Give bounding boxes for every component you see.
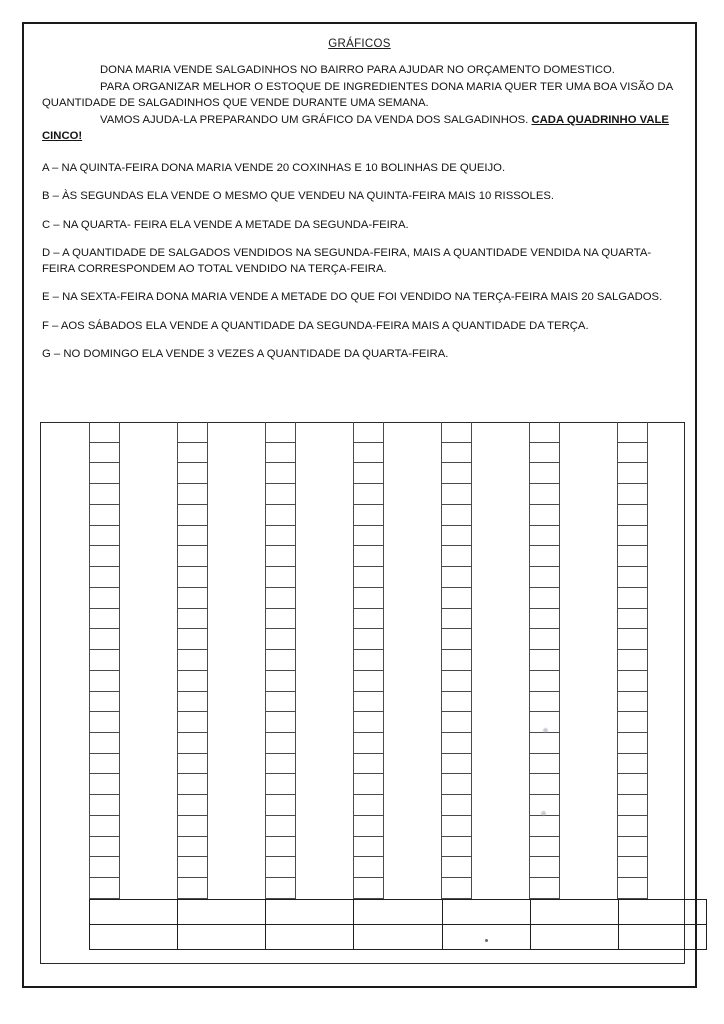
- bar-cell[interactable]: [354, 526, 383, 547]
- item-g: G – NO DOMINGO ELA VENDE 3 VEZES A QUANTIDADE DA QUARTA-FEIRA.: [42, 348, 449, 360]
- bar-cell[interactable]: [266, 671, 295, 692]
- bar-cell[interactable]: [530, 733, 559, 754]
- bar-cell[interactable]: [178, 754, 207, 775]
- bar-cell[interactable]: [90, 837, 119, 858]
- label-cell-r1-c7[interactable]: [618, 900, 706, 925]
- bar-cell[interactable]: [90, 754, 119, 775]
- bar-cell[interactable]: [442, 837, 471, 858]
- bar-cell[interactable]: [266, 857, 295, 878]
- label-cell-r1-c5[interactable]: [442, 900, 530, 925]
- bar-cell[interactable]: [178, 463, 207, 484]
- table-row: [90, 925, 707, 950]
- bar-cell[interactable]: [90, 422, 119, 443]
- bar-cell[interactable]: [442, 484, 471, 505]
- bar-cell[interactable]: [178, 588, 207, 609]
- bar-cell[interactable]: [618, 795, 647, 816]
- bar-cell[interactable]: [442, 671, 471, 692]
- bar-cell[interactable]: [266, 567, 295, 588]
- label-cell-r2-c5[interactable]: [442, 925, 530, 950]
- bar-cell[interactable]: [354, 692, 383, 713]
- bar-cell[interactable]: [178, 692, 207, 713]
- bar-cell[interactable]: [354, 505, 383, 526]
- bar-cell[interactable]: [178, 712, 207, 733]
- label-cell-r2-c7[interactable]: [618, 925, 706, 950]
- bar-column-6[interactable]: [529, 422, 560, 899]
- bar-cell[interactable]: [266, 484, 295, 505]
- bar-cell[interactable]: [442, 609, 471, 630]
- bar-cell[interactable]: [618, 712, 647, 733]
- bar-cell[interactable]: [530, 650, 559, 671]
- bar-cell[interactable]: [618, 733, 647, 754]
- label-cell-r1-c6[interactable]: [530, 900, 618, 925]
- label-cell-r1-c3[interactable]: [266, 900, 354, 925]
- item-b: B – ÀS SEGUNDAS ELA VENDE O MESMO QUE VENDEU NA QUINTA-FEIRA MAIS 10 RISSOLES.: [42, 190, 555, 202]
- bar-cell[interactable]: [354, 837, 383, 858]
- bar-cell[interactable]: [178, 878, 207, 899]
- bar-cell[interactable]: [530, 816, 559, 837]
- bar-cell[interactable]: [90, 567, 119, 588]
- bar-cell[interactable]: [354, 816, 383, 837]
- day-label-table: [89, 899, 707, 950]
- bar-cell[interactable]: [442, 629, 471, 650]
- bar-cell[interactable]: [618, 650, 647, 671]
- bar-cell[interactable]: [178, 609, 207, 630]
- bar-cell[interactable]: [530, 443, 559, 464]
- bar-cell[interactable]: [618, 422, 647, 443]
- bar-cell[interactable]: [442, 857, 471, 878]
- bar-cell[interactable]: [442, 526, 471, 547]
- bar-cell[interactable]: [266, 774, 295, 795]
- bar-cell[interactable]: [90, 857, 119, 878]
- bar-cell[interactable]: [90, 671, 119, 692]
- bar-cell[interactable]: [90, 546, 119, 567]
- bar-cell[interactable]: [266, 712, 295, 733]
- graph-area: [40, 422, 685, 964]
- bar-cell[interactable]: [618, 692, 647, 713]
- bar-cell[interactable]: [178, 546, 207, 567]
- bar-cell[interactable]: [266, 609, 295, 630]
- bar-cell[interactable]: [442, 463, 471, 484]
- bar-cell[interactable]: [618, 857, 647, 878]
- bar-cell[interactable]: [530, 774, 559, 795]
- bar-cell[interactable]: [442, 774, 471, 795]
- intro-line-2: PARA ORGANIZAR MELHOR O ESTOQUE DE INGREDIENTES DONA MARIA QUER TER UMA BOA VISÃO DA QUANTIDADE DE SALGADINHOS QUE VENDE DURANTE UMA SEMANA.: [42, 80, 673, 109]
- bar-cell[interactable]: [90, 712, 119, 733]
- bar-cell[interactable]: [530, 692, 559, 713]
- bar-cell[interactable]: [90, 463, 119, 484]
- bar-cell[interactable]: [266, 837, 295, 858]
- bar-cell[interactable]: [530, 754, 559, 775]
- question-list: [42, 161, 681, 363]
- label-cell-r2-c6[interactable]: [530, 925, 618, 950]
- bar-cell[interactable]: [530, 567, 559, 588]
- bar-cell[interactable]: [530, 671, 559, 692]
- bar-cell[interactable]: [618, 754, 647, 775]
- bar-cell[interactable]: [354, 588, 383, 609]
- bar-cell[interactable]: [442, 712, 471, 733]
- bar-cell[interactable]: [266, 422, 295, 443]
- bar-column-1[interactable]: [89, 422, 120, 899]
- bar-cell[interactable]: [178, 733, 207, 754]
- bar-cell[interactable]: [354, 609, 383, 630]
- bar-cell[interactable]: [530, 588, 559, 609]
- bar-cell[interactable]: [354, 484, 383, 505]
- bar-cell[interactable]: [618, 774, 647, 795]
- bar-cell[interactable]: [442, 878, 471, 899]
- label-cell-r2-c4[interactable]: [354, 925, 442, 950]
- bar-cell[interactable]: [354, 567, 383, 588]
- bar-cell[interactable]: [178, 816, 207, 837]
- bar-column-4[interactable]: [353, 422, 384, 899]
- bar-cell[interactable]: [178, 484, 207, 505]
- bar-cell[interactable]: [90, 692, 119, 713]
- bar-cell[interactable]: [90, 816, 119, 837]
- bar-cell[interactable]: [266, 754, 295, 775]
- intro-paragraphs: [42, 62, 679, 145]
- bar-cell[interactable]: [266, 505, 295, 526]
- bar-cell[interactable]: [354, 733, 383, 754]
- bar-cell[interactable]: [618, 878, 647, 899]
- bar-cell[interactable]: [618, 609, 647, 630]
- bar-cell[interactable]: [354, 463, 383, 484]
- bar-cell[interactable]: [90, 774, 119, 795]
- bar-cell[interactable]: [178, 795, 207, 816]
- bar-cell[interactable]: [266, 526, 295, 547]
- page-title: GRÁFICOS: [328, 38, 391, 50]
- bar-cell[interactable]: [530, 609, 559, 630]
- bar-cell[interactable]: [442, 443, 471, 464]
- bar-cell[interactable]: [442, 692, 471, 713]
- bar-cell[interactable]: [266, 588, 295, 609]
- intro-emphasis: CADA QUADRINHO VALE CINCO!: [42, 113, 669, 142]
- bar-cell[interactable]: [90, 878, 119, 899]
- bar-cell[interactable]: [530, 837, 559, 858]
- bar-cell[interactable]: [354, 650, 383, 671]
- item-e: E – NA SEXTA-FEIRA DONA MARIA VENDE A METADE DO QUE FOI VENDIDO NA TERÇA-FEIRA MAIS 20 SALGADOS.: [42, 291, 663, 303]
- bar-cell[interactable]: [442, 588, 471, 609]
- table-row: [90, 900, 707, 925]
- label-cell-r2-c3[interactable]: [266, 925, 354, 950]
- intro-line-3-text: VAMOS AJUDA-LA PREPARANDO UM GRÁFICO DA VENDA DOS SALGADINHOS.: [100, 113, 532, 126]
- bar-cell[interactable]: [90, 443, 119, 464]
- bar-cell[interactable]: [442, 650, 471, 671]
- bar-cell[interactable]: [530, 422, 559, 443]
- item-a: A – NA QUINTA-FEIRA DONA MARIA VENDE 20 COXINHAS E 10 BOLINHAS DE QUEIJO.: [42, 161, 506, 174]
- bar-cell[interactable]: [178, 671, 207, 692]
- bar-cell[interactable]: [618, 837, 647, 858]
- bar-cell[interactable]: [618, 588, 647, 609]
- bar-cell[interactable]: [618, 629, 647, 650]
- bar-cell[interactable]: [90, 484, 119, 505]
- bar-cell[interactable]: [442, 422, 471, 443]
- bar-column-3[interactable]: [265, 422, 296, 899]
- bar-cell[interactable]: [178, 505, 207, 526]
- bar-cell[interactable]: [178, 567, 207, 588]
- bar-column-7[interactable]: [617, 422, 648, 899]
- bar-cell[interactable]: [442, 567, 471, 588]
- bar-cell[interactable]: [354, 671, 383, 692]
- bar-cell[interactable]: [530, 526, 559, 547]
- bar-cell[interactable]: [266, 733, 295, 754]
- bar-cell[interactable]: [618, 816, 647, 837]
- scan-smudge-2: [541, 811, 546, 816]
- bar-cell[interactable]: [266, 816, 295, 837]
- bar-cell[interactable]: [354, 795, 383, 816]
- bar-cell[interactable]: [530, 629, 559, 650]
- item-f: F – AOS SÁBADOS ELA VENDE A QUANTIDADE DA SEGUNDA-FEIRA MAIS A QUANTIDADE DA TERÇA.: [42, 319, 589, 332]
- item-d: D – A QUANTIDADE DE SALGADOS VENDIDOS NA SEGUNDA-FEIRA, MAIS A QUANTIDADE VENDIDA NA QUARTA-FEIRA CORRESPONDEM AO TOTAL VENDIDO NA TERÇA-FEIRA.: [42, 247, 652, 275]
- bar-cell[interactable]: [266, 629, 295, 650]
- scan-smudge-1: [543, 728, 548, 733]
- label-cell-r2-c2[interactable]: [178, 925, 266, 950]
- bar-cell[interactable]: [266, 546, 295, 567]
- pencil-mark-icon: [485, 939, 488, 942]
- bar-cell[interactable]: [178, 650, 207, 671]
- label-cell-r1-c1[interactable]: [90, 900, 178, 925]
- bar-cell[interactable]: [618, 526, 647, 547]
- bar-cell[interactable]: [266, 878, 295, 899]
- bar-cell[interactable]: [90, 795, 119, 816]
- bar-columns-layer: [41, 423, 684, 963]
- bar-cell[interactable]: [530, 463, 559, 484]
- bar-cell[interactable]: [530, 546, 559, 567]
- bar-cell[interactable]: [354, 857, 383, 878]
- bar-cell[interactable]: [90, 505, 119, 526]
- bar-cell[interactable]: [354, 443, 383, 464]
- item-c: C – NA QUARTA- FEIRA ELA VENDE A METADE DA SEGUNDA-FEIRA.: [42, 218, 409, 231]
- bar-cell[interactable]: [354, 754, 383, 775]
- bar-cell[interactable]: [354, 712, 383, 733]
- bar-cell[interactable]: [354, 629, 383, 650]
- bar-cell[interactable]: [90, 588, 119, 609]
- bar-cell[interactable]: [90, 609, 119, 630]
- bar-cell[interactable]: [266, 650, 295, 671]
- bar-cell[interactable]: [530, 505, 559, 526]
- bar-cell[interactable]: [530, 857, 559, 878]
- bar-cell[interactable]: [442, 816, 471, 837]
- label-cell-r2-c1[interactable]: [90, 925, 178, 950]
- label-cell-r1-c2[interactable]: [178, 900, 266, 925]
- bar-cell[interactable]: [618, 463, 647, 484]
- bar-cell[interactable]: [178, 526, 207, 547]
- bar-cell[interactable]: [618, 443, 647, 464]
- bar-cell[interactable]: [530, 878, 559, 899]
- bar-cell[interactable]: [354, 546, 383, 567]
- bar-cell[interactable]: [178, 422, 207, 443]
- intro-line-1: DONA MARIA VENDE SALGADINHOS NO BAIRRO PARA AJUDAR NO ORÇAMENTO DOMESTICO.: [100, 64, 615, 76]
- bar-cell[interactable]: [442, 546, 471, 567]
- bar-cell[interactable]: [618, 671, 647, 692]
- bar-cell[interactable]: [90, 650, 119, 671]
- bar-cell[interactable]: [442, 795, 471, 816]
- bar-cell[interactable]: [442, 754, 471, 775]
- bar-cell[interactable]: [266, 443, 295, 464]
- bar-cell[interactable]: [90, 629, 119, 650]
- bar-cell[interactable]: [178, 837, 207, 858]
- bar-cell[interactable]: [178, 629, 207, 650]
- bar-cell[interactable]: [266, 795, 295, 816]
- bar-cell[interactable]: [618, 546, 647, 567]
- bar-cell[interactable]: [442, 505, 471, 526]
- page-frame: [22, 22, 697, 988]
- bar-cell[interactable]: [618, 567, 647, 588]
- bar-cell[interactable]: [178, 774, 207, 795]
- bar-cell[interactable]: [618, 484, 647, 505]
- bar-cell[interactable]: [178, 443, 207, 464]
- bar-cell[interactable]: [354, 878, 383, 899]
- bar-cell[interactable]: [618, 505, 647, 526]
- bar-cell[interactable]: [266, 463, 295, 484]
- intro-line-3: [42, 112, 679, 145]
- bar-cell[interactable]: [530, 484, 559, 505]
- bar-cell[interactable]: [442, 733, 471, 754]
- bar-cell[interactable]: [90, 526, 119, 547]
- label-cell-r1-c4[interactable]: [354, 900, 442, 925]
- bar-cell[interactable]: [354, 422, 383, 443]
- bar-column-2[interactable]: [177, 422, 208, 899]
- bar-cell[interactable]: [178, 857, 207, 878]
- bar-cell[interactable]: [354, 774, 383, 795]
- bar-cell[interactable]: [266, 692, 295, 713]
- bar-column-5[interactable]: [441, 422, 472, 899]
- bar-cell[interactable]: [90, 733, 119, 754]
